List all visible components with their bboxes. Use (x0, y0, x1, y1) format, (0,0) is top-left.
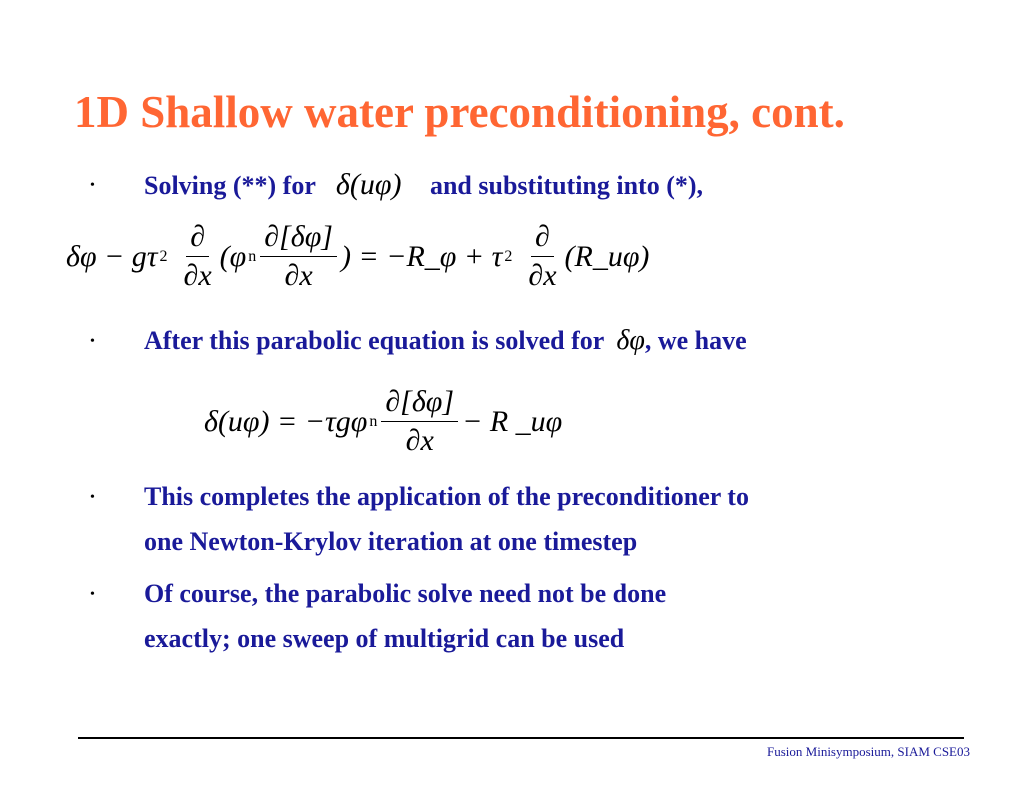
eq1-frac-derivative-2 (524, 220, 560, 293)
eq1-lhs: δφ − gτ (66, 239, 158, 273)
eq2-rhs: − R _uφ (462, 404, 563, 438)
bullet-2 (144, 318, 944, 363)
footer-divider (78, 737, 964, 739)
bullet-marker: • (90, 490, 95, 505)
eq1-dphi-num: ∂[δφ] (260, 220, 337, 257)
slide-title: 1D Shallow water preconditioning, cont. (74, 87, 845, 137)
footer-text: Fusion Minisymposium, SIAM CSE03 (767, 744, 970, 759)
eq1-dphi-den: ∂x (284, 259, 313, 292)
eq1-exp-b: 2 (504, 247, 513, 265)
eq2-frac-den: ∂x (405, 424, 434, 457)
bullet-1-math: δ(uφ) (335, 168, 402, 201)
bullet-4 (144, 571, 944, 661)
bullet-3-line-2: one Newton-Krylov iteration at one timestep (144, 527, 638, 556)
bullet-2-after: , we have (644, 326, 747, 355)
eq1-open-phi: (φ (219, 239, 247, 273)
bullet-2-before: After this parabolic equation is solved for (144, 326, 604, 355)
eq1-exp-n: n (248, 247, 257, 265)
eq2-lhs: δ(uφ) = −τgφ (204, 404, 368, 438)
eq1-mid: ) = −R_φ + τ (340, 239, 503, 273)
eq2-exp-n: n (369, 412, 378, 430)
bullet-marker: • (90, 587, 95, 602)
bullet-1-after: and substituting into (*), (429, 171, 704, 200)
bullet-4-line-2: exactly; one sweep of multigrid can be used (144, 624, 625, 653)
eq1-frac-derivative (180, 220, 216, 293)
equation-2 (204, 385, 562, 458)
bullet-4-line-1: Of course, the parabolic solve need not be done (144, 579, 667, 608)
eq1-frac2-den: ∂x (528, 259, 557, 292)
eq2-frac-num: ∂[δφ] (381, 385, 458, 422)
eq2-frac (381, 385, 458, 458)
bullet-2-math: δφ (616, 325, 645, 356)
eq1-frac-num: ∂ (186, 220, 209, 257)
eq1-frac2-num: ∂ (531, 220, 554, 257)
bullet-1 (144, 162, 944, 208)
bullet-3-line-1: This completes the application of the preconditioner to (144, 482, 749, 511)
bullet-marker: • (90, 334, 95, 349)
bullet-1-before: Solving (**) for (144, 171, 316, 200)
equation-1 (66, 220, 649, 293)
bullet-marker: • (90, 178, 95, 193)
eq1-exp: 2 (159, 247, 168, 265)
eq1-frac-dphi (260, 220, 337, 293)
bullet-3 (144, 474, 944, 564)
eq1-frac-den: ∂x (183, 259, 212, 292)
eq1-end: (R_uφ) (564, 239, 650, 273)
